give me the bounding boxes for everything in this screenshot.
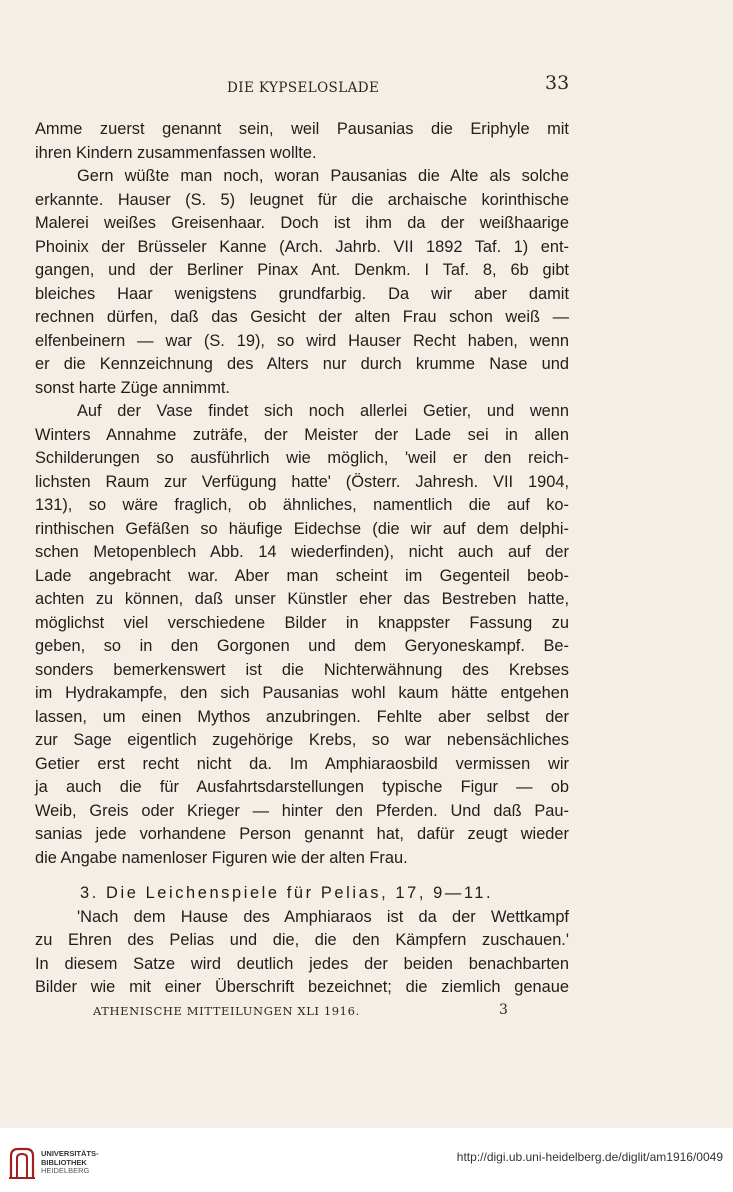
text-line: zur Sage eigentlich zugehörige Krebs, so war nebensächliches: [35, 731, 569, 749]
text-line: im Hydrakampfe, den sich Pausanias wohl kaum hätte entgehen: [35, 684, 569, 702]
text-line: 'Nach dem Hause des Amphiaraos ist da der Wettkampf: [77, 907, 569, 926]
text-line: In diesem Satze wird deutlich jedes der beiden benachbarten: [35, 954, 569, 973]
text-line: geben, so in den Gorgonen und dem Geryoneskampf. Be-: [35, 637, 569, 655]
logo-line: HEIDELBERG: [41, 1166, 90, 1176]
footer-signature-mark: 3: [499, 1002, 508, 1018]
text-line: rinthischen Gefäßen so häufige Eidechse (die wir auf dem delphi-: [35, 519, 569, 538]
text-line: ihren Kindern zusammenfassen wollte.: [35, 143, 317, 162]
text-line: Gern wüßte man noch, woran Pausanias die Alte als solche: [77, 167, 569, 185]
text-line: lichsten Raum zur Verfügung hatte' (Österr. Jahresh. VII 1904,: [35, 472, 569, 491]
running-title: DIE KYPSELOSLADE: [227, 80, 380, 96]
text-line: möglichst viel verschiedene Bilder in knappster Fassung zu: [35, 613, 569, 632]
text-line: Schilderungen so ausführlich wie möglich, 'weil er den reich-: [35, 449, 569, 467]
footer-signature-line: ATHENISCHE MITTEILUNGEN XLI 1916.: [93, 1004, 360, 1018]
body-text: [35, 118, 569, 1000]
text-line: die Angabe namenloser Figuren wie der alten Frau.: [35, 848, 408, 867]
library-logo: [8, 1146, 99, 1180]
text-line: Getier erst recht nicht da. Im Amphiaraosbild vermissen wir: [35, 754, 569, 773]
text-line: ja auch die für Ausfahrtsdarstellungen typische Figur — ob: [35, 778, 569, 796]
source-url[interactable]: http://digi.ub.uni-heidelberg.de/diglit/am1916/0049: [456, 1150, 723, 1164]
text-line: rechnen dürfen, daß das Gesicht der alten Frau schon weiß —: [35, 308, 569, 326]
text-line: er die Kennzeichnung des Alters nur durch krumme Nase und: [35, 355, 569, 373]
text-line: Amme zuerst genannt sein, weil Pausanias die Eriphyle mit: [35, 120, 569, 138]
text-line: Lade angebracht war. Aber man scheint im Gegenteil beob-: [35, 566, 569, 585]
text-line: bleiches Haar wenigstens grundfarbig. Da wir aber damit: [35, 284, 569, 303]
text-line: Malerei weißes Greisenhaar. Doch ist ihm da der weißhaarige: [35, 214, 569, 232]
text-line: schen Metopenblech Abb. 14 wiederfinden), nicht auch auf der: [35, 543, 569, 561]
page-number: 33: [545, 72, 570, 94]
text-line: Phoinix der Brüsseler Kanne (Arch. Jahrb. VII 1892 Taf. 1) ent-: [35, 237, 569, 256]
text-line: sonst harte Züge annimmt.: [35, 378, 230, 397]
logo-line: UNIVERSITÄTS-: [41, 1149, 99, 1159]
text-line: zu Ehren des Pelias und die, die den Kämpfern zuschauen.': [35, 931, 569, 949]
text-line: Auf der Vase findet sich noch allerlei Getier, und wenn: [77, 402, 569, 420]
text-line: Weib, Greis oder Krieger — hinter den Pferden. Und daß Pau-: [35, 801, 569, 820]
text-line: gangen, und der Berliner Pinax Ant. Denkm. I Taf. 8, 6b gibt: [35, 261, 569, 279]
text-line: achten zu können, daß unser Künstler eher das Bestreben hatte,: [35, 590, 569, 608]
text-line: Winters Annahme zuträfe, der Meister der Lade sei in allen: [35, 425, 569, 444]
library-emblem-icon: [8, 1146, 36, 1180]
text-line: sonders bemerkenswert ist die Nichterwähnung des Krebses: [35, 660, 569, 679]
logo-line: BIBLIOTHEK: [41, 1157, 87, 1167]
text-line: erkannte. Hauser (S. 5) leugnet für die archaische korinthische: [35, 190, 569, 209]
text-line: 131), so wäre fraglich, ob ähnliches, namentlich die auf ko-: [35, 496, 569, 514]
section-heading: 3. Die Leichenspiele für Pelias, 17, 9—11.: [80, 884, 494, 902]
text-line: lassen, um einen Mythos anzubringen. Fehlte aber selbst der: [35, 707, 569, 726]
text-line: Bilder wie mit einer Überschrift bezeichnet; die ziemlich genaue: [35, 978, 569, 996]
text-line: sanias jede vorhandene Person genannt hat, dafür zeugt wieder: [35, 825, 569, 843]
text-line: elfenbeinern — war (S. 19), so wird Hauser Recht haben, wenn: [35, 331, 569, 350]
